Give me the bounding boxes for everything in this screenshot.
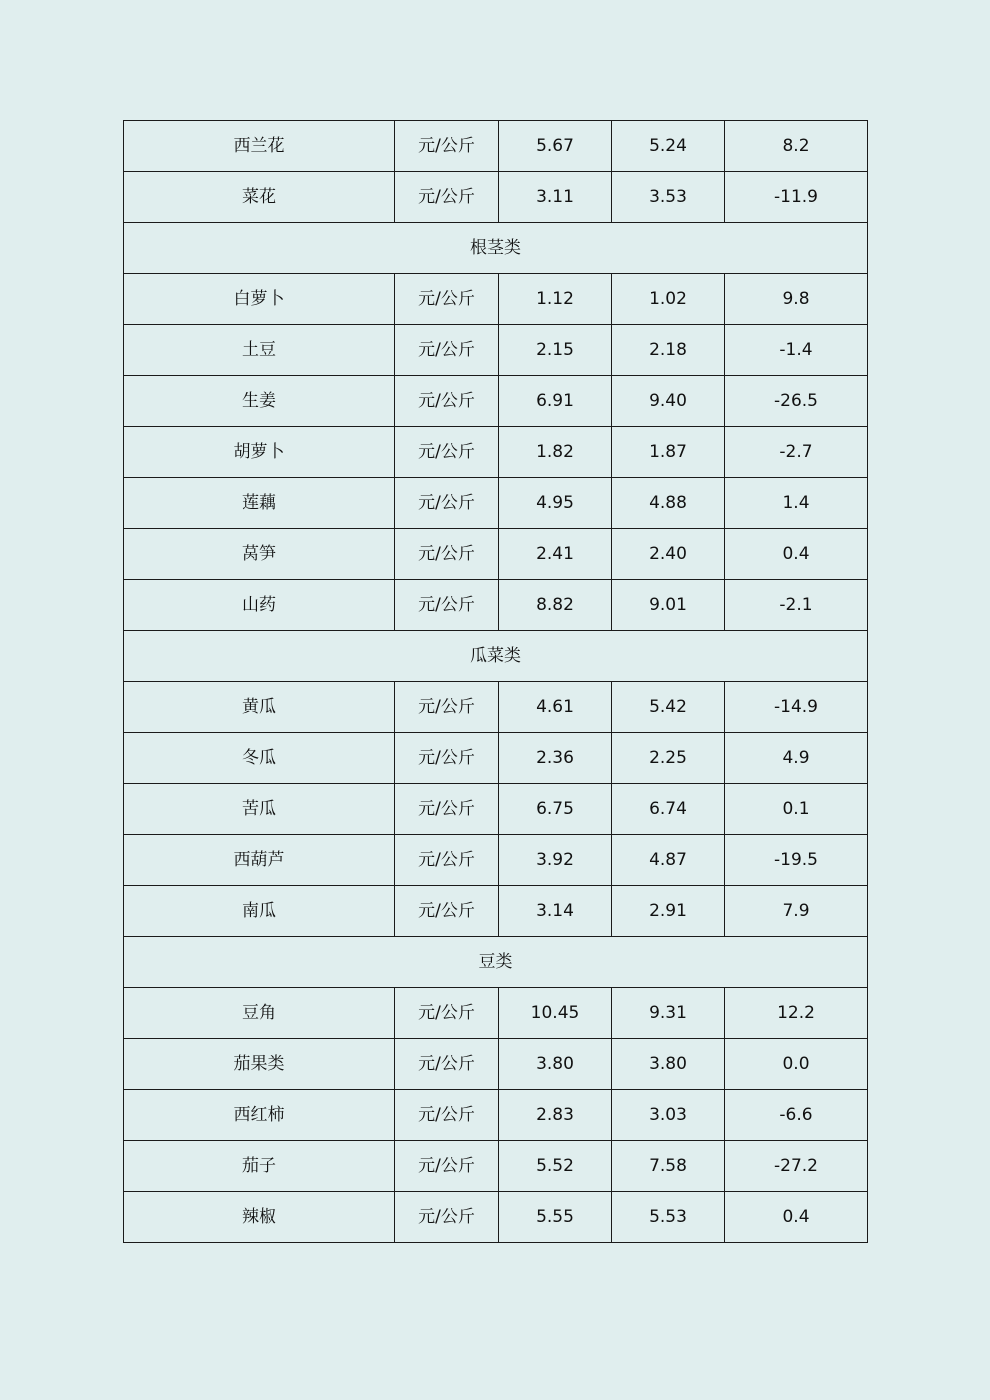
price-current-cell: 1.82 [499,427,612,478]
vegetable-name-cell: 茄果类 [124,1039,395,1090]
price-previous-cell: 9.40 [612,376,725,427]
vegetable-name-cell: 苦瓜 [124,784,395,835]
change-percent-cell: 0.0 [725,1039,868,1090]
change-percent-cell: 9.8 [725,274,868,325]
vegetable-name-cell: 莴笋 [124,529,395,580]
price-current-cell: 4.61 [499,682,612,733]
section-label: 瓜菜类 [124,631,868,682]
vegetable-name-cell: 黄瓜 [124,682,395,733]
table-row [124,835,868,886]
vegetable-name-cell: 莲藕 [124,478,395,529]
unit-cell: 元/公斤 [395,1141,499,1192]
change-percent-cell: -11.9 [725,172,868,223]
unit-cell: 元/公斤 [395,835,499,886]
vegetable-name-cell: 西葫芦 [124,835,395,886]
price-previous-cell: 2.91 [612,886,725,937]
table-body [124,121,868,1243]
vegetable-name-cell: 冬瓜 [124,733,395,784]
price-current-cell: 8.82 [499,580,612,631]
unit-cell: 元/公斤 [395,478,499,529]
price-previous-cell: 5.24 [612,121,725,172]
vegetable-name-cell: 土豆 [124,325,395,376]
price-current-cell: 1.12 [499,274,612,325]
unit-cell: 元/公斤 [395,1039,499,1090]
table-row [124,580,868,631]
price-previous-cell: 4.88 [612,478,725,529]
change-percent-cell: 7.9 [725,886,868,937]
table-row [124,784,868,835]
price-previous-cell: 2.25 [612,733,725,784]
price-previous-cell: 5.42 [612,682,725,733]
change-percent-cell: -19.5 [725,835,868,886]
price-previous-cell: 6.74 [612,784,725,835]
vegetable-price-table [123,120,868,1243]
price-current-cell: 4.95 [499,478,612,529]
section-label: 根茎类 [124,223,868,274]
change-percent-cell: 0.4 [725,529,868,580]
section-label: 豆类 [124,937,868,988]
vegetable-name-cell: 辣椒 [124,1192,395,1243]
change-percent-cell: -14.9 [725,682,868,733]
vegetable-name-cell: 胡萝卜 [124,427,395,478]
unit-cell: 元/公斤 [395,121,499,172]
price-current-cell: 2.83 [499,1090,612,1141]
table-row [124,733,868,784]
price-current-cell: 6.91 [499,376,612,427]
change-percent-cell: -2.7 [725,427,868,478]
table-row [124,1141,868,1192]
table-row [124,886,868,937]
change-percent-cell: 1.4 [725,478,868,529]
price-previous-cell: 3.03 [612,1090,725,1141]
section-header-row [124,937,868,988]
price-previous-cell: 5.53 [612,1192,725,1243]
price-current-cell: 6.75 [499,784,612,835]
table-row [124,529,868,580]
vegetable-name-cell: 豆角 [124,988,395,1039]
price-previous-cell: 9.31 [612,988,725,1039]
price-current-cell: 2.36 [499,733,612,784]
unit-cell: 元/公斤 [395,682,499,733]
price-current-cell: 3.80 [499,1039,612,1090]
price-previous-cell: 4.87 [612,835,725,886]
unit-cell: 元/公斤 [395,580,499,631]
change-percent-cell: 8.2 [725,121,868,172]
change-percent-cell: -6.6 [725,1090,868,1141]
price-current-cell: 3.92 [499,835,612,886]
price-current-cell: 3.14 [499,886,612,937]
vegetable-name-cell: 山药 [124,580,395,631]
price-current-cell: 3.11 [499,172,612,223]
price-current-cell: 2.15 [499,325,612,376]
price-previous-cell: 2.18 [612,325,725,376]
price-previous-cell: 3.80 [612,1039,725,1090]
table-row [124,1090,868,1141]
unit-cell: 元/公斤 [395,427,499,478]
vegetable-name-cell: 菜花 [124,172,395,223]
change-percent-cell: -27.2 [725,1141,868,1192]
unit-cell: 元/公斤 [395,172,499,223]
vegetable-name-cell: 白萝卜 [124,274,395,325]
table-row [124,427,868,478]
table-row [124,1039,868,1090]
price-current-cell: 2.41 [499,529,612,580]
change-percent-cell: 0.4 [725,1192,868,1243]
price-current-cell: 5.55 [499,1192,612,1243]
price-previous-cell: 3.53 [612,172,725,223]
table-row [124,1192,868,1243]
price-current-cell: 5.52 [499,1141,612,1192]
unit-cell: 元/公斤 [395,1192,499,1243]
change-percent-cell: -2.1 [725,580,868,631]
unit-cell: 元/公斤 [395,733,499,784]
price-current-cell: 5.67 [499,121,612,172]
table-row [124,478,868,529]
unit-cell: 元/公斤 [395,1090,499,1141]
section-header-row [124,223,868,274]
change-percent-cell: 0.1 [725,784,868,835]
table-row [124,682,868,733]
unit-cell: 元/公斤 [395,376,499,427]
price-previous-cell: 9.01 [612,580,725,631]
price-previous-cell: 7.58 [612,1141,725,1192]
price-previous-cell: 1.87 [612,427,725,478]
table-row [124,988,868,1039]
section-header-row [124,631,868,682]
unit-cell: 元/公斤 [395,988,499,1039]
unit-cell: 元/公斤 [395,274,499,325]
table-row [124,172,868,223]
table-row [124,325,868,376]
vegetable-name-cell: 生姜 [124,376,395,427]
price-previous-cell: 1.02 [612,274,725,325]
table-row [124,121,868,172]
change-percent-cell: -1.4 [725,325,868,376]
change-percent-cell: -26.5 [725,376,868,427]
table-row [124,274,868,325]
table-row [124,376,868,427]
unit-cell: 元/公斤 [395,325,499,376]
unit-cell: 元/公斤 [395,886,499,937]
price-previous-cell: 2.40 [612,529,725,580]
change-percent-cell: 12.2 [725,988,868,1039]
vegetable-name-cell: 南瓜 [124,886,395,937]
price-current-cell: 10.45 [499,988,612,1039]
vegetable-name-cell: 西红柿 [124,1090,395,1141]
unit-cell: 元/公斤 [395,529,499,580]
vegetable-name-cell: 西兰花 [124,121,395,172]
unit-cell: 元/公斤 [395,784,499,835]
vegetable-name-cell: 茄子 [124,1141,395,1192]
change-percent-cell: 4.9 [725,733,868,784]
